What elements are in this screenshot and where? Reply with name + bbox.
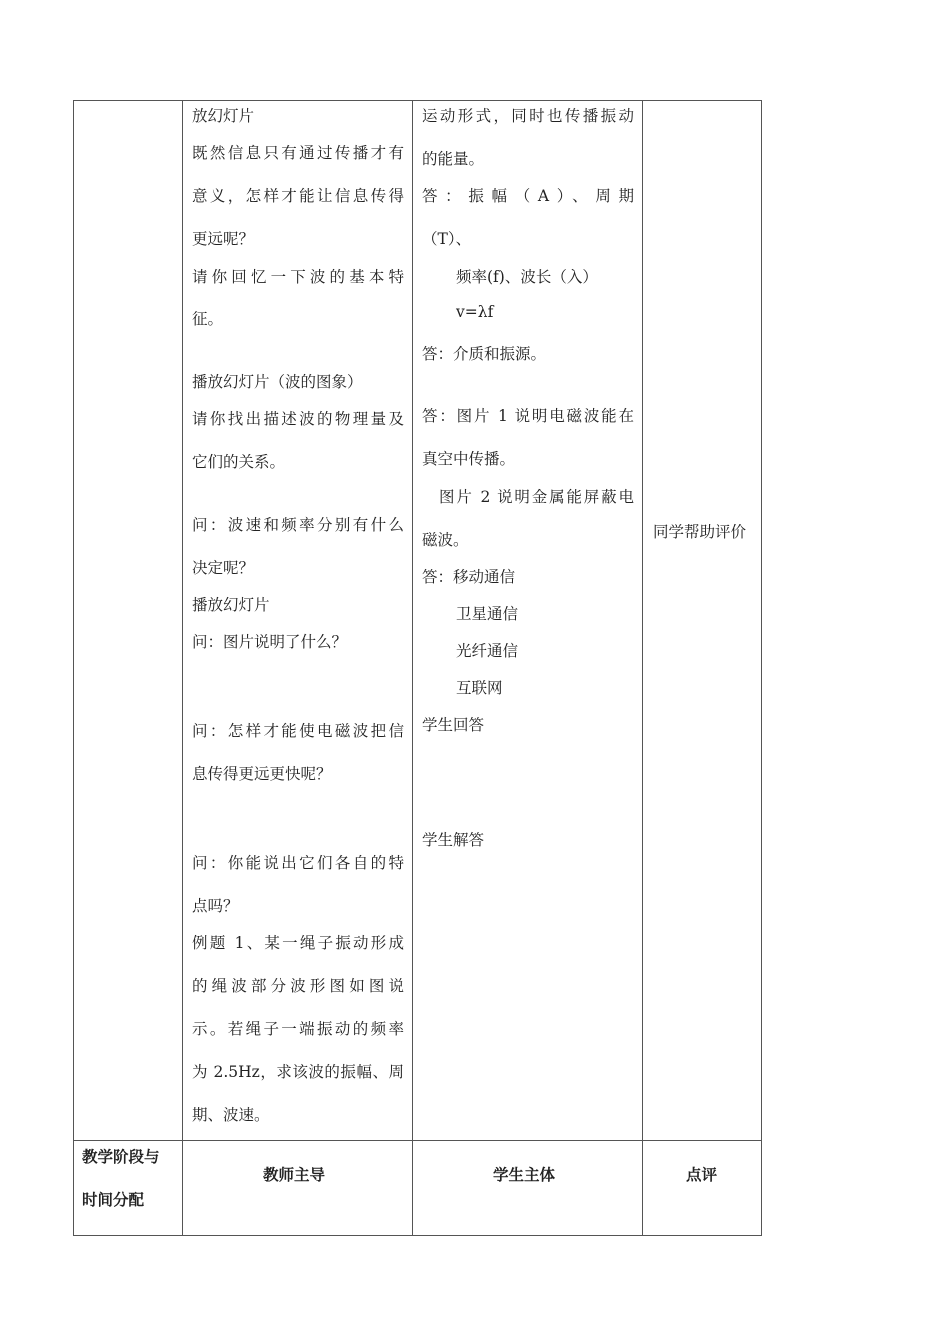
student-line: 图片 2 说明金属能屏蔽电 (439, 488, 634, 506)
student-response-cell (422, 100, 634, 1140)
teacher-line: 的绳波部分波形图如图说 (192, 977, 404, 995)
teacher-line: 意义，怎样才能让信息传得 (192, 187, 404, 205)
teacher-line: 它们的关系。 (192, 453, 286, 471)
teacher-header: 教师主导 (263, 1166, 326, 1184)
teacher-line: 问：波速和频率分别有什么 (192, 516, 404, 534)
teacher-line: 请你找出描述波的物理量及 (192, 410, 404, 428)
teacher-line: 征。 (192, 310, 224, 328)
teacher-line: 放幻灯片 (192, 107, 255, 125)
teacher-line: 问：你能说出它们各自的特 (192, 854, 404, 872)
teacher-line: 问：怎样才能使电磁波把信 (192, 722, 404, 740)
stage-header-line1: 教学阶段与 (82, 1148, 160, 1166)
student-line: 答：移动通信 (422, 568, 516, 586)
student-line: 光纤通信 (456, 642, 519, 660)
teacher-line: 点吗？ (192, 897, 239, 915)
student-line: 学生解答 (422, 831, 485, 849)
teacher-line: 期、波速。 (192, 1106, 270, 1124)
student-line: 的能量。 (422, 150, 485, 168)
student-line: 互联网 (456, 679, 503, 697)
stage-header-line2: 时间分配 (82, 1191, 145, 1209)
table-right-border (761, 100, 762, 1236)
student-line: v=λf (456, 303, 494, 321)
teacher-line: 决定呢？ (192, 559, 255, 577)
teacher-line: 播放幻灯片 (192, 596, 270, 614)
teacher-guidance-cell (192, 100, 404, 1140)
student-line: 答：图片 1 说明电磁波能在 (422, 407, 634, 425)
student-line: 磁波。 (422, 531, 469, 549)
student-line: 真空中传播。 (422, 450, 516, 468)
student-line: （T）、 (422, 230, 472, 248)
teacher-line: 问：图片说明了什么？ (192, 633, 348, 651)
teacher-line: 例题 1、某一绳子振动形成 (192, 934, 404, 952)
teacher-line: 示。若绳子一端振动的频率 (192, 1020, 404, 1038)
lesson-plan-table (73, 100, 762, 1236)
header-row-top-border (73, 1140, 762, 1141)
teacher-line: 更远呢？ (192, 230, 255, 248)
teacher-line: 息传得更远更快呢？ (192, 765, 332, 783)
teacher-line: 播放幻灯片（波的图象） (192, 373, 363, 391)
comment-cell (643, 100, 761, 1140)
table-bottom-border (73, 1235, 762, 1236)
column-divider-2 (412, 100, 413, 1236)
student-header: 学生主体 (493, 1166, 556, 1184)
column-divider-1 (182, 100, 183, 1236)
student-line: 频率(f)、波长（入） (456, 268, 598, 286)
comment-header: 点评 (686, 1166, 718, 1184)
student-line: 卫星通信 (456, 605, 519, 623)
student-line: 学生回答 (422, 716, 485, 734)
teacher-line: 既然信息只有通过传播才有 (192, 144, 404, 162)
student-line: 答：介质和振源。 (422, 345, 547, 363)
teacher-line: 为 2.5Hz，求该波的振幅、周 (192, 1063, 404, 1081)
table-left-border (73, 100, 74, 1236)
student-line: 运动形式，同时也传播振动 (422, 107, 634, 125)
comment-text: 同学帮助评价 (653, 523, 747, 541)
student-line: 答：振幅（A）、周期 (422, 187, 634, 205)
teacher-line: 请你回忆一下波的基本特 (192, 268, 404, 286)
